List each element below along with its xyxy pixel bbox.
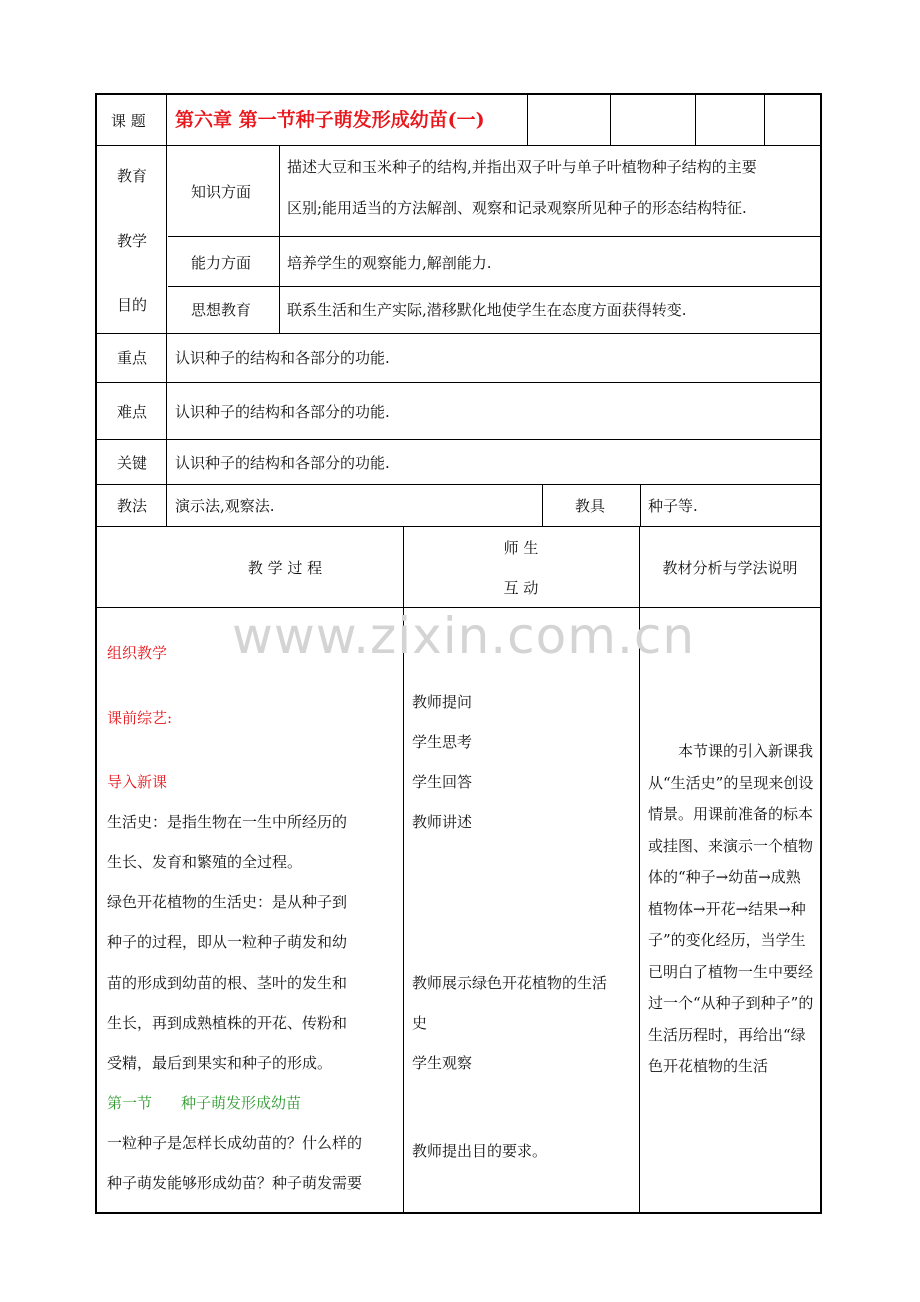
crux-text: 认识种子的结构和各部分的功能. [175, 454, 390, 472]
rule [279, 145, 280, 333]
ability-text: 培养学生的观察能力,解剖能力. [287, 254, 492, 272]
analysis-text: 本节课的引入新课我从“生活史”的呈现来创设情景。用课前准备的标本或挂图、来演示一个植物体的“种子→幼苗→成熟植物体→开花→结果→种子”的变化经历，当学生已明白了植物一生中要经过一个“从种子到种子”的生活历程时，再给出“绿色开花植物的生活 [648, 742, 814, 1075]
process-prelesson: 课前综艺: [107, 709, 173, 727]
rule [97, 382, 820, 383]
goals-label-2: 教学 [117, 232, 148, 250]
key-point-label: 重点 [117, 349, 148, 367]
process-line: 受精，最后到果实和种子的形成。 [107, 1054, 333, 1072]
goals-label-3: 目的 [117, 296, 148, 314]
crux-label: 关键 [117, 454, 148, 472]
process-organize: 组织教学 [107, 644, 168, 662]
rule [97, 439, 820, 440]
process-line: 生长、发育和繁殖的全过程。 [107, 853, 303, 871]
rule [764, 95, 765, 145]
method-text: 演示法,观察法. [175, 497, 275, 515]
rule [168, 286, 820, 287]
rule [640, 484, 641, 526]
thought-text: 联系生活和生产实际,潜移默化地使学生在态度方面获得转变. [287, 301, 687, 319]
process-line: 种子的过程，即从一粒种子萌发和幼 [107, 933, 348, 951]
rule [97, 333, 820, 334]
process-line: 一粒种子是怎样长成幼苗的？什么样的 [107, 1134, 363, 1152]
interaction-column-header-2: 互 动 [503, 579, 539, 597]
analysis-column-header: 教材分析与学法说明 [662, 559, 798, 577]
tools-label: 教具 [575, 497, 606, 515]
rule [168, 236, 820, 237]
tools-text: 种子等. [648, 497, 698, 515]
knowledge-text-line2: 区别;能用适当的方法解剖、观察和记录观察所见种子的形态结构特征. [287, 199, 747, 217]
rule [695, 95, 696, 145]
process-line: 苗的形成到幼苗的根、茎叶的发生和 [107, 974, 348, 992]
interaction-item: 教师展示绿色开花植物的生活 [412, 974, 608, 992]
ability-label: 能力方面 [191, 254, 252, 272]
difficulty-text: 认识种子的结构和各部分的功能. [175, 403, 390, 421]
thought-label: 思想教育 [191, 301, 252, 319]
process-line: 生长，再到成熟植株的开花、传粉和 [107, 1014, 348, 1032]
rule [527, 95, 528, 145]
section-title: 种子萌发形成幼苗 [181, 1094, 302, 1112]
interaction-item: 教师讲述 [412, 813, 473, 831]
rule [97, 145, 820, 146]
difficulty-label: 难点 [117, 403, 148, 421]
interaction-item: 教师提问 [412, 693, 473, 711]
section-number: 第一节 [107, 1094, 153, 1112]
rule [97, 484, 820, 485]
process-intro: 导入新课 [107, 773, 168, 791]
rule [166, 95, 167, 526]
knowledge-label: 知识方面 [191, 183, 252, 201]
watermark: www.zixin.com.cn [232, 607, 696, 665]
interaction-item: 教师提出目的要求。 [412, 1142, 548, 1160]
rule [97, 526, 820, 527]
method-label: 教法 [117, 497, 148, 515]
topic-title: 第六章 第一节种子萌发形成幼苗(一) [175, 109, 485, 131]
interaction-item: 史 [412, 1014, 428, 1032]
process-line: 生活史：是指生物在一生中所经历的 [107, 813, 348, 831]
goals-label-1: 教育 [117, 167, 148, 185]
rule [610, 95, 611, 145]
process-line: 种子萌发能够形成幼苗？种子萌发需要 [107, 1174, 363, 1192]
knowledge-text-line1: 描述大豆和玉米种子的结构,并指出双子叶与单子叶植物种子结构的主要 [287, 158, 757, 176]
interaction-item: 学生观察 [412, 1054, 473, 1072]
rule [542, 484, 543, 526]
interaction-column-header-1: 师 生 [503, 539, 539, 557]
process-column-header: 教 学 过 程 [247, 559, 323, 577]
key-point-text: 认识种子的结构和各部分的功能. [175, 349, 390, 367]
interaction-item: 学生回答 [412, 773, 473, 791]
interaction-item: 学生思考 [412, 733, 473, 751]
topic-label: 课 题 [111, 112, 146, 130]
process-line: 绿色开花植物的生活史：是从种子到 [107, 893, 348, 911]
